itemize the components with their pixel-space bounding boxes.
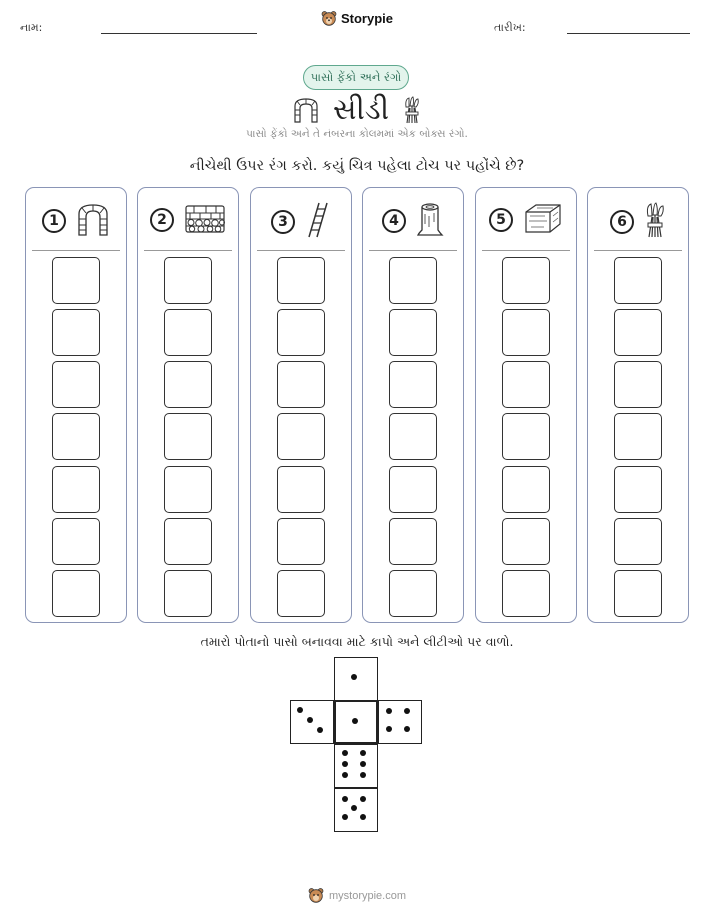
column-number: 2	[150, 208, 174, 232]
column-number: 1	[42, 209, 66, 233]
color-box[interactable]	[164, 361, 212, 408]
column-divider	[32, 250, 120, 251]
dice-column-3	[250, 187, 352, 623]
color-box[interactable]	[389, 466, 437, 513]
column-divider	[594, 250, 682, 251]
color-box[interactable]	[614, 361, 662, 408]
dice-pip	[360, 750, 366, 756]
column-header	[476, 202, 576, 238]
color-box[interactable]	[164, 570, 212, 617]
date-line[interactable]	[567, 33, 690, 34]
color-box[interactable]	[277, 570, 325, 617]
dice-pip	[297, 707, 303, 713]
color-box[interactable]	[277, 257, 325, 304]
column-divider	[482, 250, 570, 251]
column-header	[363, 202, 463, 240]
cut-instruction: તમારો પોતાનો પાસો બનાવવા માટે કાપો અને લીટીઓ પર વાળો.	[200, 634, 514, 649]
color-box[interactable]	[277, 466, 325, 513]
title-row	[0, 92, 714, 127]
dice-pip	[342, 761, 348, 767]
color-box[interactable]	[277, 309, 325, 356]
color-box[interactable]	[52, 518, 100, 565]
dice-face-bottom	[334, 788, 378, 832]
color-box[interactable]	[389, 413, 437, 460]
color-box[interactable]	[389, 309, 437, 356]
bear-mascot-icon	[321, 10, 337, 27]
instruction-text: પાસો ફેંકો અને તે નંબરના કોલમમાં એક બોક્સ રંગો.	[246, 128, 468, 140]
dice-pip	[386, 726, 392, 732]
color-box[interactable]	[164, 413, 212, 460]
color-box[interactable]	[502, 518, 550, 565]
color-box[interactable]	[502, 466, 550, 513]
color-box[interactable]	[164, 518, 212, 565]
color-box[interactable]	[389, 570, 437, 617]
dice-pip	[360, 761, 366, 767]
name-label: નામ:	[20, 21, 43, 34]
color-box[interactable]	[52, 413, 100, 460]
column-header	[588, 202, 688, 242]
stone-arch-icon	[76, 202, 110, 240]
dice-column-1	[25, 187, 127, 623]
tree-stump-icon	[416, 202, 444, 240]
dice-pip	[360, 772, 366, 778]
column-header	[138, 202, 238, 238]
stone-arch-icon	[293, 97, 319, 123]
bear-mascot-icon	[308, 887, 324, 904]
dice-column-6	[587, 187, 689, 623]
dice-pip	[342, 796, 348, 802]
color-box[interactable]	[502, 361, 550, 408]
color-box[interactable]	[614, 466, 662, 513]
subtitle-pill: પાસો ફેંકો અને રંગો	[303, 65, 409, 90]
color-box[interactable]	[164, 257, 212, 304]
dice-face-left	[290, 700, 334, 744]
dice-face-center	[334, 700, 378, 744]
column-header	[251, 202, 351, 242]
color-box[interactable]	[52, 361, 100, 408]
color-box[interactable]	[277, 361, 325, 408]
color-box[interactable]	[52, 309, 100, 356]
dice-column-5	[475, 187, 577, 623]
dice-pip	[307, 717, 313, 723]
color-box[interactable]	[502, 257, 550, 304]
color-box[interactable]	[52, 257, 100, 304]
dice-pip	[404, 726, 410, 732]
color-box[interactable]	[164, 466, 212, 513]
dice-face-right	[378, 700, 422, 744]
dice-pip	[404, 708, 410, 714]
dice-pip	[352, 718, 358, 724]
name-line[interactable]	[101, 33, 257, 34]
dice-pip	[342, 814, 348, 820]
dice-column-4	[362, 187, 464, 623]
dice-pip	[360, 796, 366, 802]
column-divider	[257, 250, 345, 251]
color-box[interactable]	[614, 309, 662, 356]
column-number: 5	[489, 208, 513, 232]
color-box[interactable]	[614, 413, 662, 460]
wheat-bundle-icon	[644, 202, 666, 242]
column-number: 3	[271, 210, 295, 234]
dice-pip	[342, 750, 348, 756]
dice-pip	[317, 727, 323, 733]
stone-wall-icon	[184, 202, 226, 238]
brand-logo	[0, 10, 714, 27]
color-box[interactable]	[614, 518, 662, 565]
color-box[interactable]	[502, 309, 550, 356]
dice-face-below-center	[334, 744, 378, 788]
color-box[interactable]	[502, 570, 550, 617]
footer	[0, 887, 714, 904]
color-box[interactable]	[277, 518, 325, 565]
dice-face-top	[334, 657, 378, 701]
color-box[interactable]	[164, 309, 212, 356]
dice-pip	[342, 772, 348, 778]
dice-pip	[351, 805, 357, 811]
footer-site[interactable]: mystorypie.com	[328, 889, 407, 902]
page-title: સીડી	[333, 92, 389, 126]
color-box[interactable]	[389, 257, 437, 304]
color-box[interactable]	[277, 413, 325, 460]
color-box[interactable]	[52, 570, 100, 617]
column-number: 6	[610, 210, 634, 234]
dice-pip	[351, 674, 357, 680]
ladder-icon	[305, 202, 331, 242]
color-box[interactable]	[614, 257, 662, 304]
color-box[interactable]	[389, 361, 437, 408]
date-label: તારીખ:	[494, 21, 526, 34]
column-header	[26, 202, 126, 240]
color-box[interactable]	[614, 570, 662, 617]
dice-column-2	[137, 187, 239, 623]
hay-bale-icon	[523, 202, 563, 238]
column-divider	[144, 250, 232, 251]
brand-name: Storypie	[340, 11, 393, 26]
dice-pip	[360, 814, 366, 820]
dice-pip	[386, 708, 392, 714]
color-box[interactable]	[389, 518, 437, 565]
question-text: નીચેથી ઉપર રંગ કરો. કયું ચિત્ર પહેલા ટોચ પર પહોંચે છે?	[189, 158, 525, 174]
color-box[interactable]	[52, 466, 100, 513]
column-number: 4	[382, 209, 406, 233]
color-box[interactable]	[502, 413, 550, 460]
wheat-bundle-icon	[403, 96, 421, 124]
column-divider	[369, 250, 457, 251]
